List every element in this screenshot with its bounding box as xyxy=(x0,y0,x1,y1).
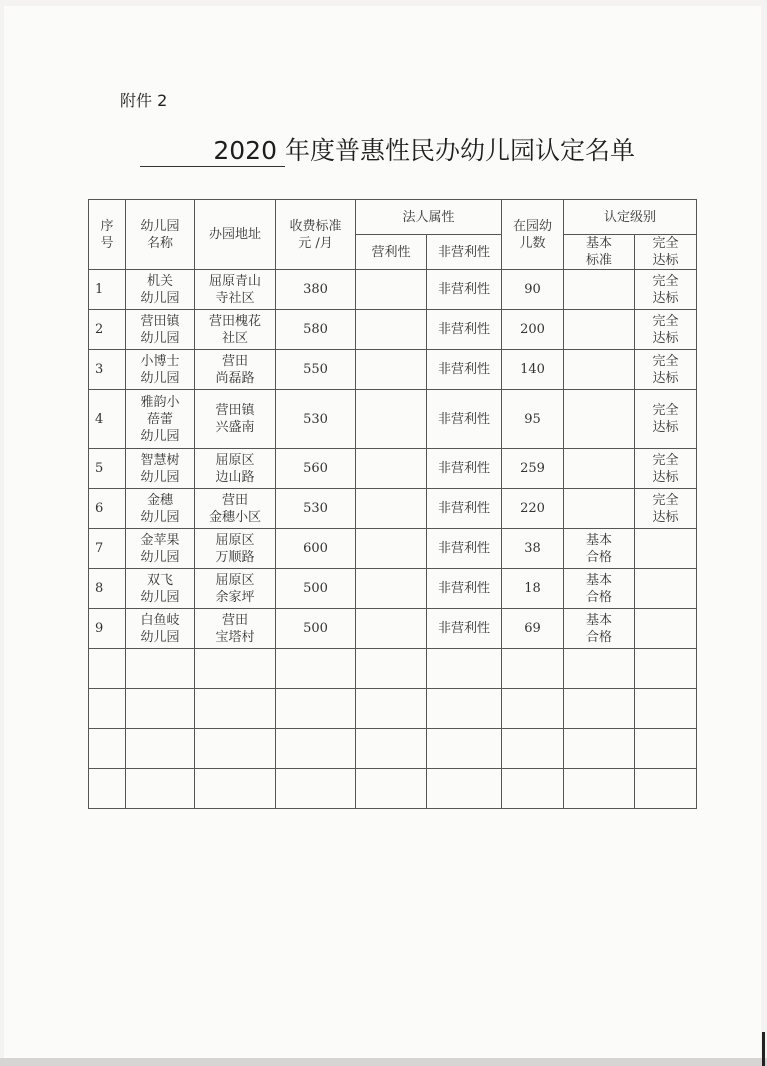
table-row xyxy=(89,270,697,310)
cell-enrollment: 200 xyxy=(502,310,564,350)
header-profit: 营利性 xyxy=(356,235,427,270)
cell-nonprofit: 非营利性 xyxy=(427,310,502,350)
cell-nonprofit: 非营利性 xyxy=(427,489,502,529)
cell-nonprofit: 非营利性 xyxy=(427,449,502,489)
empty-row xyxy=(89,729,697,769)
cell-profit xyxy=(356,609,427,649)
cell-profit xyxy=(356,390,427,449)
cell-full: 完全 达标 xyxy=(635,350,697,390)
cell-full xyxy=(635,609,697,649)
cell-address: 营田 宝塔村 xyxy=(195,609,276,649)
table-row xyxy=(89,609,697,649)
cell-basic xyxy=(564,270,635,310)
cell-basic xyxy=(564,390,635,449)
cell-enrollment: 220 xyxy=(502,489,564,529)
header-enrollment: 在园幼 儿数 xyxy=(502,200,564,270)
cell-name: 营田镇 幼儿园 xyxy=(126,310,195,350)
cell-nonprofit: 非营利性 xyxy=(427,390,502,449)
page-edge-shadow xyxy=(0,1058,767,1066)
cell-address: 营田镇 兴盛南 xyxy=(195,390,276,449)
cell-enrollment: 69 xyxy=(502,609,564,649)
cell-fee: 530 xyxy=(276,390,356,449)
cell-name: 金穗 幼儿园 xyxy=(126,489,195,529)
cell-index: 5 xyxy=(89,449,126,489)
cell-enrollment: 95 xyxy=(502,390,564,449)
scan-edge-mark xyxy=(762,1032,765,1066)
cell-nonprofit: 非营利性 xyxy=(427,270,502,310)
cell-profit xyxy=(356,310,427,350)
cell-index: 1 xyxy=(89,270,126,310)
header-legal-attr: 法人属性 xyxy=(356,200,502,235)
cell-nonprofit: 非营利性 xyxy=(427,350,502,390)
header-index: 序 号 xyxy=(89,200,126,270)
cell-fee: 600 xyxy=(276,529,356,569)
header-nonprofit: 非营利性 xyxy=(427,235,502,270)
cell-address: 屈原青山 寺社区 xyxy=(195,270,276,310)
cell-address: 营田 尚磊路 xyxy=(195,350,276,390)
cell-fee: 530 xyxy=(276,489,356,529)
header-full: 完全 达标 xyxy=(635,235,697,270)
cell-address: 营田 金穗小区 xyxy=(195,489,276,529)
cell-enrollment: 18 xyxy=(502,569,564,609)
table-row xyxy=(89,529,697,569)
cell-fee: 500 xyxy=(276,609,356,649)
cell-enrollment: 140 xyxy=(502,350,564,390)
header-level: 认定级别 xyxy=(564,200,697,235)
cell-index: 4 xyxy=(89,390,126,449)
cell-enrollment: 90 xyxy=(502,270,564,310)
cell-enrollment: 38 xyxy=(502,529,564,569)
table-row xyxy=(89,569,697,609)
cell-name: 机关 幼儿园 xyxy=(126,270,195,310)
document-title xyxy=(140,131,635,167)
cell-basic xyxy=(564,350,635,390)
table-row xyxy=(89,350,697,390)
cell-name: 双飞 幼儿园 xyxy=(126,569,195,609)
cell-name: 小博士 幼儿园 xyxy=(126,350,195,390)
cell-index: 6 xyxy=(89,489,126,529)
table-row xyxy=(89,489,697,529)
cell-basic xyxy=(564,310,635,350)
header-basic: 基本 标准 xyxy=(564,235,635,270)
cell-enrollment: 259 xyxy=(502,449,564,489)
cell-full: 完全 达标 xyxy=(635,489,697,529)
cell-fee: 560 xyxy=(276,449,356,489)
cell-index: 8 xyxy=(89,569,126,609)
table-row xyxy=(89,449,697,489)
table-row xyxy=(89,310,697,350)
cell-full xyxy=(635,529,697,569)
cell-profit xyxy=(356,270,427,310)
cell-nonprofit: 非营利性 xyxy=(427,609,502,649)
cell-fee: 500 xyxy=(276,569,356,609)
cell-full: 完全 达标 xyxy=(635,310,697,350)
header-row xyxy=(89,200,697,235)
header-fee: 收费标准 元 /月 xyxy=(276,200,356,270)
cell-address: 屈原区 万顺路 xyxy=(195,529,276,569)
cell-nonprofit: 非营利性 xyxy=(427,569,502,609)
header-address: 办园地址 xyxy=(195,200,276,270)
cell-address: 屈原区 边山路 xyxy=(195,449,276,489)
cell-full xyxy=(635,569,697,609)
cell-name: 智慧树 幼儿园 xyxy=(126,449,195,489)
table-row xyxy=(89,390,697,449)
cell-basic xyxy=(564,489,635,529)
cell-index: 2 xyxy=(89,310,126,350)
attachment-label: 附件 2 xyxy=(120,91,168,110)
cell-address: 屈原区 余家坪 xyxy=(195,569,276,609)
title-text: 年度普惠性民办幼儿园认定名单 xyxy=(285,136,636,165)
cell-name: 金苹果 幼儿园 xyxy=(126,529,195,569)
empty-row xyxy=(89,769,697,809)
cell-index: 3 xyxy=(89,350,126,390)
cell-full: 完全 达标 xyxy=(635,270,697,310)
cell-fee: 380 xyxy=(276,270,356,310)
cell-name: 白鱼岐 幼儿园 xyxy=(126,609,195,649)
cell-fee: 580 xyxy=(276,310,356,350)
cell-nonprofit: 非营利性 xyxy=(427,529,502,569)
cell-basic: 基本 合格 xyxy=(564,529,635,569)
cell-profit xyxy=(356,489,427,529)
cell-basic: 基本 合格 xyxy=(564,609,635,649)
title-year: 2020 xyxy=(140,136,285,167)
cell-index: 7 xyxy=(89,529,126,569)
cell-fee: 550 xyxy=(276,350,356,390)
cell-index: 9 xyxy=(89,609,126,649)
cell-profit xyxy=(356,569,427,609)
header-name: 幼儿园 名称 xyxy=(126,200,195,270)
cell-address: 营田槐花 社区 xyxy=(195,310,276,350)
cell-name: 雅韵小 蓓蕾 幼儿园 xyxy=(126,390,195,449)
empty-row xyxy=(89,689,697,729)
cell-profit xyxy=(356,529,427,569)
cell-profit xyxy=(356,350,427,390)
cell-full: 完全 达标 xyxy=(635,390,697,449)
empty-row xyxy=(89,649,697,689)
cell-basic: 基本 合格 xyxy=(564,569,635,609)
cell-basic xyxy=(564,449,635,489)
kindergarten-table xyxy=(88,199,697,809)
cell-full: 完全 达标 xyxy=(635,449,697,489)
cell-profit xyxy=(356,449,427,489)
